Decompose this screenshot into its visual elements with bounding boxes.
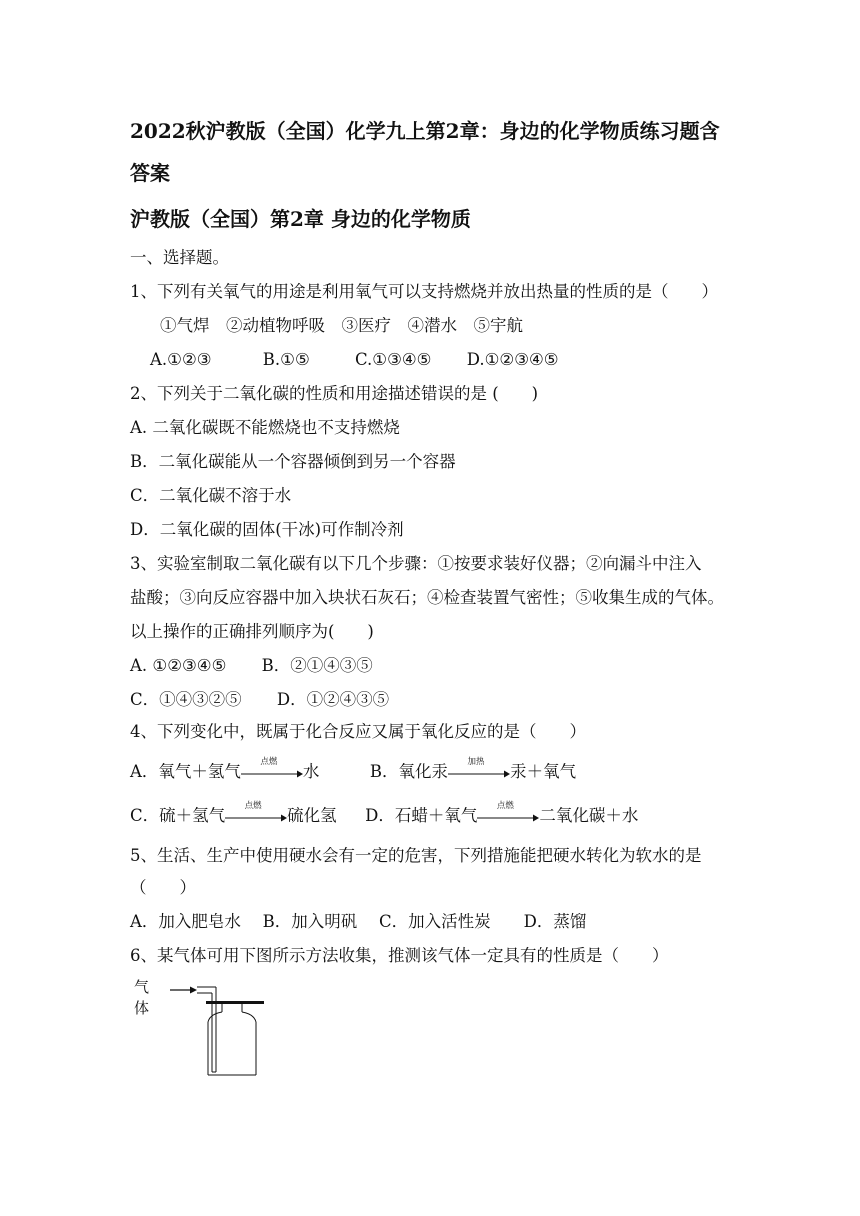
arrow-icon (225, 813, 287, 823)
question-3-stem-line-2: 盐酸；③向反应容器中加入块状石灰石；④检查装置气密性；⑤收集生成的气体。 (130, 588, 724, 607)
option-c-reactants: C．硫＋氢气 (130, 806, 226, 825)
option-c: C．①④③②⑤ (130, 690, 242, 709)
question-5-stem-line-2: （ ） (130, 878, 196, 897)
option-a: A. ①②③④⑤ (130, 656, 227, 675)
doc-title-line-1: 2022秋沪教版（全国）化学九上第2章：身边的化学物质练习题含 (130, 119, 720, 143)
question-3-options-row-2 (130, 690, 389, 710)
question-3-stem-line-1: 3、实验室制取二氧化碳有以下几个步骤：①按要求装好仪器；②向漏斗中注入 (130, 554, 702, 573)
reaction-arrow (448, 756, 510, 783)
gas-bottle-diagram (130, 976, 280, 1086)
question-6-stem: 6、某气体可用下图所示方法收集，推测该气体一定具有的性质是（ ） (130, 946, 669, 965)
reaction-arrow (477, 800, 539, 827)
option-a-products: 水 (302, 762, 320, 781)
option-d: D．①②④③⑤ (276, 690, 390, 709)
reaction-arrow (241, 756, 303, 783)
question-4-options-row-2 (130, 800, 639, 827)
question-1-stem: 1、下列有关氧气的用途是利用氧气可以支持燃烧并放出热量的性质的是（ ） (130, 282, 718, 301)
reaction-arrow (225, 800, 287, 827)
question-4-stem: 4、下列变化中，既属于化合反应又属于氧化反应的是（ ） (130, 722, 586, 741)
reaction-condition: 点燃 (260, 756, 278, 767)
option-b-reactants: B．氧化汞 (369, 762, 449, 781)
arrow-icon (448, 769, 510, 779)
question-5-options: A．加入肥皂水 B．加入明矾 C．加入活性炭 D．蒸馏 (130, 912, 587, 931)
question-1-items: ①气焊 ②动植物呼吸 ③医疗 ④潜水 ⑤宇航 (160, 316, 523, 335)
reaction-condition: 加热 (467, 756, 485, 767)
doc-title-line-2: 答案 (130, 161, 170, 185)
option-b-products: 汞＋氧气 (510, 762, 577, 781)
option-d-reactants: D．石蜡＋氧气 (365, 806, 478, 825)
question-2-option-c: C．二氧化碳不溶于水 (130, 486, 292, 505)
reaction-condition: 点燃 (496, 800, 514, 811)
question-3-stem-line-3: 以上操作的正确排列顺序为( ) (130, 622, 374, 641)
option-c: C.①③④⑤ (355, 350, 432, 369)
option-b: B.①⑤ (262, 350, 310, 369)
arrow-icon (477, 813, 539, 823)
doc-subtitle: 沪教版（全国）第2章 身边的化学物质 (130, 207, 471, 231)
question-2-stem: 2、下列关于二氧化碳的性质和用途描述错误的是 ( ) (130, 384, 539, 403)
figure-gas-label: 气体 (134, 978, 150, 1017)
question-5-stem-line-1: 5、生活、生产中使用硬水会有一定的危害，下列措施能把硬水转化为软水的是 (130, 846, 702, 865)
option-d: D.①②③④⑤ (466, 350, 559, 369)
section-heading: 一、选择题。 (130, 248, 229, 267)
arrow-icon (241, 769, 303, 779)
option-b: B．②①④③⑤ (261, 656, 373, 675)
option-a-reactants: A．氧气＋氢气 (130, 762, 241, 781)
question-1-options (150, 350, 559, 370)
question-2-option-a: A. 二氧化碳既不能燃烧也不支持燃烧 (130, 418, 400, 437)
question-2-option-b: B．二氧化碳能从一个容器倾倒到另一个容器 (130, 452, 456, 471)
question-2-option-d: D．二氧化碳的固体(干冰)可作制冷剂 (130, 520, 404, 539)
option-c-products: 硫化氢 (287, 806, 337, 825)
option-d-products: 二氧化碳＋水 (539, 806, 639, 825)
question-4-options-row-1 (130, 756, 577, 783)
reaction-condition: 点燃 (244, 800, 262, 811)
option-a: A.①②③ (150, 350, 212, 369)
question-3-options-row-1 (130, 656, 373, 676)
